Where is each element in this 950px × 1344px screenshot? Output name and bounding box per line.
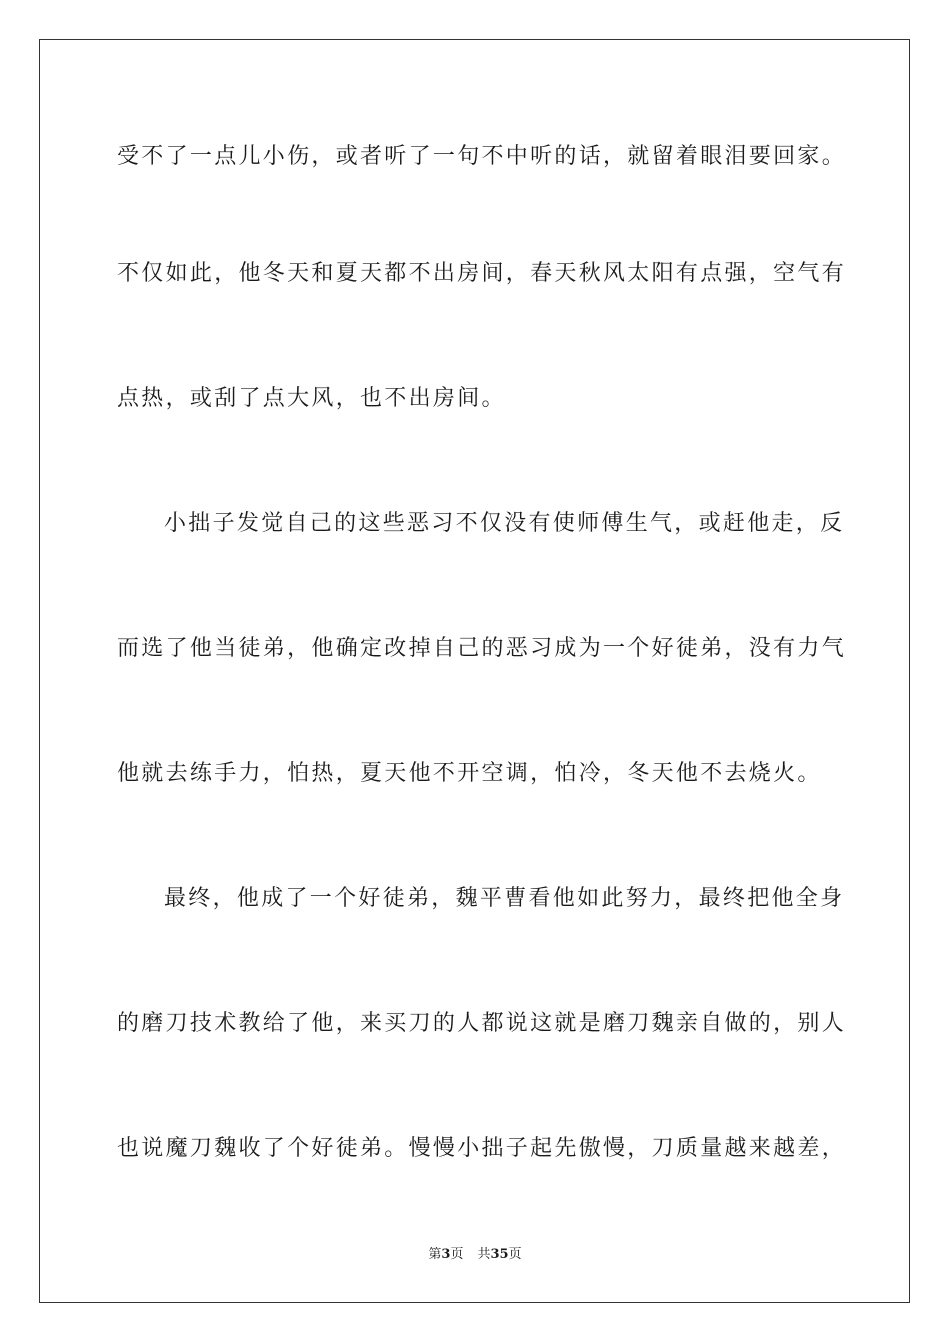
body-text-line: 而选了他当徒弟，他确定改掉自己的恶习成为一个好徒弟，没有力气 <box>117 636 847 661</box>
page-border <box>39 39 910 1303</box>
body-text-line: 的磨刀技术教给了他，来买刀的人都说这就是磨刀魏亲自做的，别人 <box>117 1011 847 1036</box>
page-number-prefix: 第 <box>428 1247 442 1262</box>
page-footer <box>0 1246 950 1264</box>
total-pages-suffix: 页 <box>508 1247 522 1262</box>
body-text-line: 小拙子发觉自己的这些恶习不仅没有使师傅生气，或赶他走，反 <box>164 511 845 536</box>
body-text-line: 不仅如此，他冬天和夏天都不出房间，春天秋风太阳有点强，空气有 <box>117 261 847 286</box>
page-number-suffix: 页 <box>450 1247 464 1262</box>
body-text-line: 他就去练手力，怕热，夏天他不开空调，怕冷，冬天他不去烧火。 <box>117 761 822 786</box>
body-text-line: 也说魔刀魏收了个好徒弟。慢慢小拙子起先傲慢，刀质量越来越差， <box>117 1136 847 1161</box>
body-text-line: 最终，他成了一个好徒弟，魏平曹看他如此努力，最终把他全身 <box>164 886 845 911</box>
page-number: 3 <box>441 1247 451 1262</box>
body-text-line: 受不了一点儿小伤，或者听了一句不中听的话，就留着眼泪要回家。 <box>117 144 847 169</box>
total-pages-prefix: 共 <box>477 1247 491 1262</box>
total-pages: 35 <box>490 1247 509 1262</box>
body-text-line: 点热，或刮了点大风，也不出房间。 <box>117 386 506 411</box>
